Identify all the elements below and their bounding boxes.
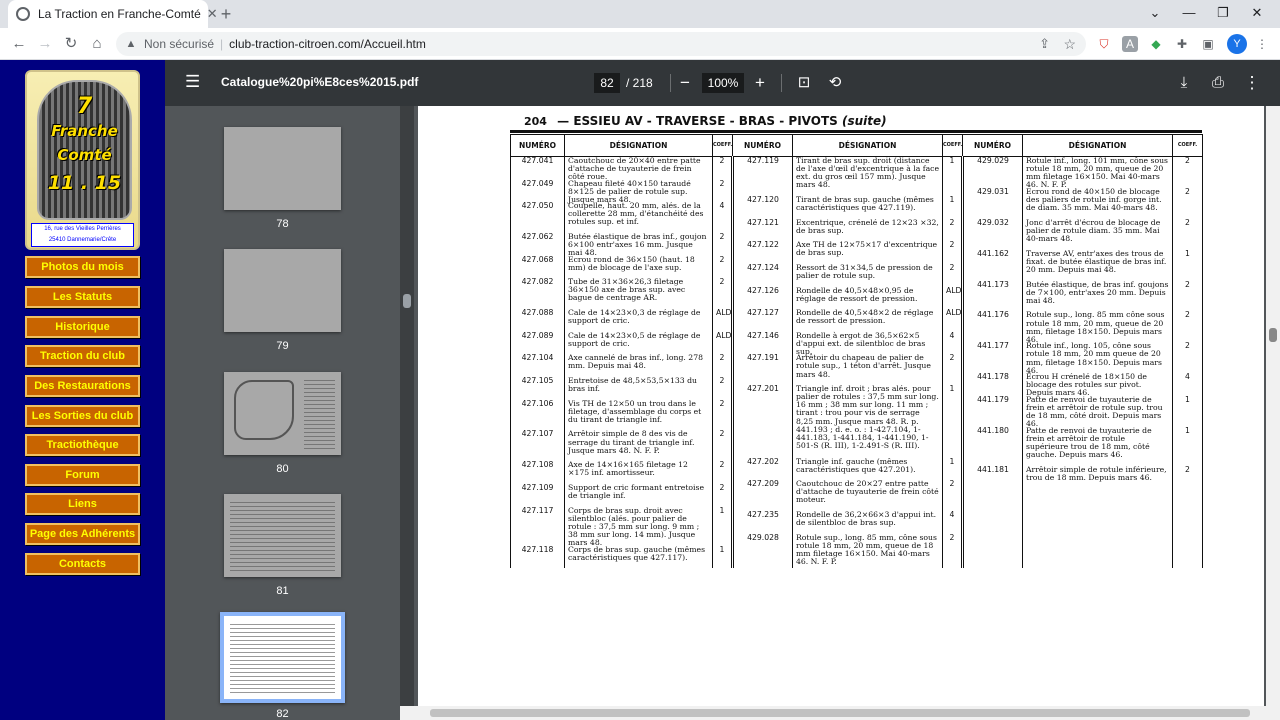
- zoom-level-input[interactable]: 100%: [702, 73, 744, 93]
- entry-coeff: 1: [1185, 248, 1190, 258]
- thumbnail-page[interactable]: [224, 127, 341, 210]
- diagram-preview: [234, 380, 294, 440]
- toolbar-divider: [670, 74, 671, 92]
- thumbnail-page[interactable]: [224, 249, 341, 332]
- entry-number: 427.049: [521, 178, 554, 188]
- entry-designation: Corps de bras sup. droit avec silentbloc (alés. pour palier de rotule : 37,5 mm sur long. 9 mm ; 38 mm sur long. 14 mm). Jusque mars 48.: [568, 505, 700, 547]
- entry-number: 427.209: [747, 479, 779, 489]
- entry-number: 441.178: [977, 372, 1009, 382]
- url-separator: |: [220, 37, 224, 51]
- entry-number: 427.050: [521, 201, 554, 211]
- header-coeff: COEFF.: [943, 135, 963, 157]
- page-heading: [524, 114, 887, 128]
- entry-coeff: 2: [719, 254, 725, 264]
- tab-title: La Traction en Franche-Comté: [38, 7, 201, 21]
- menu-sorties[interactable]: Les Sorties du club: [25, 405, 140, 427]
- scrollbar-thumb[interactable]: [1269, 328, 1277, 342]
- printed-page-number: 204: [524, 115, 547, 128]
- entry-designation: Axe TH de 12×75×17 d'excentrique de bras sup.: [796, 240, 938, 258]
- entry-coeff: 1: [719, 544, 725, 554]
- entry-designation: Caoutchouc de 20×40 entre patte d'attache de tuyauterie de frein côté roue.: [568, 156, 701, 182]
- rotate-icon[interactable]: ⟲: [828, 74, 842, 91]
- text-preview: [230, 502, 335, 571]
- entry-number: 441.162: [977, 248, 1009, 258]
- zoom-in-button[interactable]: +: [755, 73, 765, 92]
- entry-number: 427.089: [521, 330, 554, 340]
- entry-coeff: 2: [719, 277, 725, 287]
- entry-coeff: 1: [949, 195, 955, 205]
- thumbnail-page-selected[interactable]: [220, 612, 345, 703]
- menu-forum[interactable]: Forum: [25, 464, 140, 486]
- entry-coeff: 1: [719, 505, 725, 515]
- scrollbar-thumb[interactable]: [430, 709, 1250, 717]
- entry-coeff: 2: [719, 375, 725, 385]
- entry-designation: Axe de 14×16×165 filetage 12 ×175 inf. amortisseur.: [568, 460, 688, 478]
- entry-number: 427.088: [521, 308, 554, 318]
- menu-adherents[interactable]: Page des Adhérents: [25, 523, 140, 545]
- entry-designation: Tirant de bras sup. droit (distance de l'axe d'œil d'excentrique à la face ext. du gros œil 157 mm). Jusque mars 48.: [796, 156, 940, 190]
- entry-coeff: ALD: [716, 308, 732, 318]
- entry-designation: Caoutchouc de 20×27 entre patte d'attache de tuyauterie de frein côté moteur.: [796, 479, 939, 505]
- entry-designation: Tube de 31×36×26,3 filetage 36×150 axe de bras sup. avec bague de centrage AR.: [568, 277, 686, 303]
- header-designation: DÉSIGNATION: [793, 135, 943, 157]
- entry-designation: Traverse AV, entr'axes des trous de fixat. de butée élastique de bras inf. 20 mm. Depuis mai 48.: [1026, 248, 1167, 274]
- col1-coeffs: [713, 157, 733, 569]
- club-logo[interactable]: [25, 70, 140, 250]
- entry-number: 427.202: [747, 456, 779, 466]
- thumbnail-scrollbar[interactable]: [400, 106, 414, 720]
- entry-coeff: 2: [719, 353, 725, 363]
- pdf-page: [418, 106, 1264, 706]
- catalogue-page: [510, 106, 1202, 706]
- entry-designation: Coupelle, haut. 20 mm, alés. de la collerette 28 mm, d'étanchéité des rotules sup. et inf.: [568, 201, 704, 227]
- entry-number: 427.108: [521, 460, 554, 470]
- side-panel-icon[interactable]: ▣: [1202, 37, 1214, 51]
- col2-coeffs: [943, 157, 963, 569]
- address-toolbar: [0, 28, 1280, 60]
- thumbnail-label: 79: [276, 340, 289, 352]
- parts-table: [510, 134, 1203, 568]
- table-body-row: [511, 157, 1203, 569]
- logo-address-line-2: 25410 Dannemarie/Crête: [48, 237, 117, 243]
- thumbnail-label: 81: [276, 585, 289, 597]
- entry-number: 441.179: [977, 394, 1009, 404]
- entry-number: 427.119: [747, 156, 779, 165]
- entry-coeff: 2: [949, 479, 955, 489]
- entry-coeff: 4: [949, 330, 955, 340]
- logo-address-line-1: 16, rue des Vieilles Perrières: [44, 226, 121, 232]
- col2-numbers: [733, 157, 793, 569]
- header-coeff: COEFF.: [1173, 135, 1203, 157]
- thumbnail-page[interactable]: [224, 372, 341, 455]
- entry-coeff: 2: [1185, 279, 1190, 289]
- entry-designation: Cale de 14×23×0,5 de réglage de support de cric.: [568, 330, 701, 348]
- entry-number: 427.068: [521, 254, 554, 264]
- forward-button[interactable]: →: [37, 35, 53, 52]
- entry-designation: Rotule inf., long. 101 mm, cône sous rotule 18 mm, 20 mm, queue de 20 mm filetage 16×150. Mai 40-mars 46. N. F. P.: [1026, 156, 1168, 190]
- share-icon[interactable]: ⇪: [1039, 36, 1050, 51]
- menu-historique[interactable]: Historique: [25, 316, 140, 338]
- entry-coeff: 2: [949, 262, 955, 272]
- entry-number: 427.062: [521, 232, 554, 242]
- scrollbar-thumb[interactable]: [403, 294, 411, 308]
- entry-designation: Support de cric formant entretoise de triangle inf.: [568, 482, 704, 500]
- logo-model: 11 . 15: [47, 172, 122, 194]
- entry-number: 441.180: [977, 425, 1009, 435]
- entry-designation: Ecrou H crénelé de 18×150 de blocage des rotules sur pivot. Depuis mars 46.: [1026, 372, 1147, 398]
- tab-bar: [0, 0, 1280, 28]
- entry-coeff: 1: [1185, 425, 1190, 435]
- thumbnail-pane: [165, 106, 400, 720]
- header-designation: DÉSIGNATION: [565, 135, 713, 157]
- entry-coeff: 4: [949, 510, 955, 520]
- download-icon[interactable]: ⤓: [1180, 74, 1188, 91]
- entry-designation: Rotule sup., long. 85 mm, cône sous rotule 18 mm, 20 mm, queue de 18 mm filetage 16×150. Mai 40-mars 46. N. F. P.: [796, 532, 937, 566]
- header-numero: NUMÉRO: [733, 135, 793, 157]
- entry-number: 427.126: [747, 285, 779, 295]
- entry-number: 427.120: [747, 195, 779, 205]
- entry-coeff: 2: [1185, 156, 1190, 165]
- tab-search-chevron-icon[interactable]: ⌄: [1149, 5, 1161, 20]
- extensions-puzzle-icon[interactable]: ✚: [1176, 37, 1188, 51]
- entry-designation: Entretoise de 48,5×53,5×133 du bras inf.: [568, 375, 698, 394]
- entry-number: 427.107: [521, 429, 554, 439]
- text-preview: [304, 380, 335, 449]
- entry-designation: Excentrique, crénelé de 12×23 ×32, de bras sup.: [796, 217, 939, 235]
- col3-numbers: [963, 157, 1023, 569]
- entry-number: 427.041: [521, 156, 554, 165]
- entry-designation: Rotule inf., long. 105, cône sous rotule 18 mm, 20 mm queue de 20 mm, filetage 18×150. Depuis mars 46.: [1026, 341, 1162, 375]
- close-window-button[interactable]: ✕: [1251, 5, 1263, 20]
- entry-number: 427.082: [521, 277, 554, 287]
- entry-coeff: 1: [949, 456, 955, 466]
- entry-number: 427.124: [747, 262, 779, 272]
- entry-coeff: 2: [719, 482, 725, 492]
- extension-drive-icon[interactable]: ◆: [1151, 37, 1161, 51]
- entry-designation: Arrêtoir simple de rotule inférieure, trou de 18 mm. Depuis mars 46.: [1026, 464, 1167, 482]
- entry-designation: Cale de 14×23×0,3 de réglage de support de cric.: [568, 308, 701, 326]
- entry-designation: Rondelle à ergot de 36,5×62×5 d'appui ext. de silentbloc de bras sup.: [796, 330, 926, 356]
- section-title-suffix: (suite): [841, 114, 887, 128]
- entry-designation: Axe cannelé de bras inf., long. 278 mm. Depuis mai 48.: [568, 353, 703, 371]
- page-scrollbar[interactable]: [1266, 106, 1280, 720]
- col3-coeffs: [1173, 157, 1203, 569]
- entry-coeff: 2: [719, 398, 725, 408]
- menu-liens[interactable]: Liens: [25, 493, 140, 515]
- entry-number: 427.109: [521, 482, 554, 492]
- entry-number: 429.032: [977, 217, 1009, 227]
- text-preview: [230, 624, 335, 693]
- entry-coeff: 2: [719, 232, 725, 242]
- header-designation: DÉSIGNATION: [1023, 135, 1173, 157]
- entry-coeff: 2: [719, 178, 725, 188]
- entry-number: 427.106: [521, 398, 554, 408]
- entry-designation: Chapeau fileté 40×150 taraudé 8×125 de palier de rotule sup. Jusque mars 48.: [568, 178, 691, 204]
- profile-avatar[interactable]: Y: [1227, 34, 1247, 54]
- col1-numbers: [511, 157, 565, 569]
- menu-tractiotheque[interactable]: Tractiothèque: [25, 434, 140, 456]
- entry-number: 427.122: [747, 240, 779, 250]
- entry-number: 427.146: [747, 330, 779, 340]
- menu-traction-club[interactable]: Traction du club: [25, 345, 140, 367]
- menu-statuts[interactable]: Les Statuts: [25, 286, 140, 308]
- header-coeff: COEFF.: [713, 135, 733, 157]
- entry-number: 441.177: [977, 341, 1009, 351]
- entry-designation: Triangle inf. gauche (mêmes caractéristiques que 427.201).: [796, 456, 916, 474]
- entry-coeff: 1: [949, 156, 955, 165]
- extension-pdf-icon[interactable]: A: [1122, 36, 1138, 52]
- menu-hamburger-icon[interactable]: ☰: [185, 72, 201, 91]
- toolbar-divider: [781, 74, 782, 92]
- entry-designation: Jonc d'arrêt d'écrou de blocage de palier de rotule diam. 35 mm. Mai 40-mars 48.: [1026, 217, 1161, 243]
- globe-icon: [16, 7, 30, 21]
- menu-photos[interactable]: Photos du mois: [25, 256, 140, 278]
- entry-designation: Patte de renvoi de tuyauterie de frein et arrêtoir de rotule supérieure trou de 18 mm, côté gauche. Depuis mars 46.: [1026, 425, 1152, 459]
- entry-coeff: 4: [719, 201, 725, 211]
- close-tab-icon[interactable]: ✕: [206, 6, 218, 21]
- back-button[interactable]: ←: [11, 35, 27, 52]
- table-header-row: [511, 135, 1203, 157]
- extension-shield-icon[interactable]: ⛉: [1099, 37, 1109, 51]
- entry-coeff: 2: [719, 156, 725, 165]
- entry-coeff: 2: [949, 240, 955, 250]
- thumbnail-page[interactable]: [224, 494, 341, 577]
- entry-designation: Rotule sup., long. 85 mm cône sous rotule 18 mm, 20 mm, queue de 20 mm, filetage 18×150. Depuis mars 46.: [1026, 310, 1165, 344]
- entry-coeff: 2: [719, 460, 725, 470]
- horizontal-scrollbar[interactable]: [400, 706, 1266, 720]
- entry-number: 427.118: [521, 544, 554, 554]
- entry-coeff: 2: [1185, 186, 1190, 196]
- fit-page-icon[interactable]: ⊡: [797, 74, 811, 91]
- menu-restaurations[interactable]: Des Restaurations: [25, 375, 140, 397]
- page-number-input[interactable]: 82: [594, 73, 620, 93]
- entry-designation: Arrêtoir simple de 8 des vis de serrage du tirant de triangle inf. Jusque mars 48. N. F. P.: [568, 429, 695, 455]
- pdf-more-icon[interactable]: ⋮: [1243, 73, 1261, 92]
- entry-number: 427.104: [521, 353, 554, 363]
- entry-designation: Triangle inf. droit ; bras alés. pour palier de rotules : 37,5 mm sur long. 16 mm ; 38 mm sur long. 11 mm ; tirant : trou pour vis de serrage 8,25 mm. Jusque mars 48. R. p. 441.193 ; d. e. o. : 1-427.104, 1-441.183, 1-441.184, 1-441.190, 1-501-S (R. III), 1-2.491-S (R. III).: [796, 384, 939, 450]
- entry-number: 441.173: [977, 279, 1009, 289]
- header-numero: NUMÉRO: [511, 135, 565, 157]
- maximize-button[interactable]: ❐: [1217, 5, 1229, 20]
- heading-rule: [510, 130, 1202, 133]
- warning-icon: ▲: [125, 38, 137, 50]
- entry-number: 427.105: [521, 375, 554, 385]
- browser-tab[interactable]: [8, 0, 218, 28]
- entry-number: 427.201: [747, 384, 779, 394]
- entry-designation: Vis TH de 12×50 un trou dans le filetage, d'assemblage du corps et du tirant de triangle inf.: [568, 398, 702, 424]
- entry-designation: Rondelle de 40,5×48×2 de réglage de ressort de pression.: [796, 308, 934, 326]
- page-total: / 218: [626, 76, 653, 90]
- entry-designation: Rondelle de 40,5×48×0,95 de réglage de ressort de pression.: [796, 285, 918, 303]
- pdf-toolbar: [165, 60, 1280, 106]
- thumbnail-label: 80: [276, 463, 289, 475]
- new-tab-button[interactable]: +: [220, 4, 232, 24]
- entry-coeff: ALD: [716, 330, 732, 340]
- entry-coeff: 2: [949, 532, 955, 542]
- entry-coeff: 2: [1185, 217, 1190, 227]
- entry-number: 427.235: [747, 510, 779, 520]
- zoom-out-button[interactable]: −: [680, 73, 690, 92]
- entry-number: 429.028: [747, 532, 779, 542]
- url-text[interactable]: club-traction-citroen.com/Accueil.htm: [229, 37, 426, 51]
- entry-designation: Corps de bras sup. gauche (mêmes caractéristiques que 427.117).: [568, 544, 706, 562]
- entry-coeff: 1: [949, 384, 955, 394]
- logo-address: [31, 223, 134, 247]
- home-button[interactable]: ⌂: [92, 35, 102, 52]
- entry-designation: Rondelle de 36,2×66×3 d'appui int. de silentbloc de bras sup.: [796, 510, 937, 528]
- entry-number: 427.117: [521, 505, 554, 515]
- entry-coeff: 2: [719, 429, 725, 439]
- entry-coeff: 2: [1185, 310, 1190, 320]
- reload-button[interactable]: ↻: [64, 35, 78, 52]
- pdf-filename: Catalogue%20pi%E8ces%2015.pdf: [221, 75, 419, 89]
- entry-designation: Butée élastique, de bras inf. goujons de 7×100, entr'axes 20 mm. Depuis mai 48.: [1026, 279, 1169, 305]
- minimize-button[interactable]: —: [1182, 5, 1196, 20]
- print-icon[interactable]: ⎙: [1211, 74, 1224, 91]
- col2-designations: [793, 157, 943, 569]
- entry-coeff: 1: [1185, 394, 1190, 404]
- thumbnail-label: 82: [276, 708, 289, 720]
- bookmark-star-icon[interactable]: ☆: [1063, 36, 1076, 52]
- entry-number: 427.191: [747, 353, 779, 363]
- col1-designations: [565, 157, 713, 569]
- logo-word-2: Comté: [57, 146, 112, 164]
- entry-coeff: ALD: [946, 308, 962, 318]
- security-status[interactable]: Non sécurisé: [144, 37, 215, 51]
- entry-designation: Arrêtoir du chapeau de palier de rotule sup., 1 téton d'arrêt. Jusque mars 48.: [796, 353, 931, 379]
- entry-designation: Ecrou rond de 36×150 (haut. 18 mm) de blocage de l'axe sup.: [568, 254, 695, 272]
- entry-coeff: 2: [949, 353, 955, 363]
- entry-designation: Ecrou rond de 40×150 de blocage des paliers de rotule inf. gorge int. de diam. 35 mm. Mai 40-mars 48.: [1026, 186, 1162, 213]
- header-numero: NUMÉRO: [963, 135, 1023, 157]
- entry-designation: Butée élastique de bras inf., goujon 6×100 entr'axes 16 mm. Jusque mai 48.: [568, 232, 707, 258]
- entry-number: 427.127: [747, 308, 779, 318]
- entry-designation: Tirant de bras sup. gauche (mêmes caractéristiques que 427.119).: [796, 195, 934, 213]
- entry-number: 441.181: [977, 464, 1009, 474]
- entry-number: 441.176: [977, 310, 1009, 320]
- omnibox[interactable]: [116, 32, 1086, 56]
- section-title: — ESSIEU AV - TRAVERSE - BRAS - PIVOTS: [557, 114, 838, 128]
- more-menu-icon[interactable]: ⋮: [1256, 37, 1268, 51]
- entry-coeff: 4: [1185, 372, 1190, 382]
- entry-number: 429.031: [977, 186, 1009, 196]
- menu-contacts[interactable]: Contacts: [25, 553, 140, 575]
- thumbnail-label: 78: [276, 218, 289, 230]
- entry-number: 427.121: [747, 217, 779, 227]
- logo-word-1: Franche: [51, 122, 118, 140]
- entry-designation: Ressort de 31×34,5 de pression de palier de rotule sup.: [796, 262, 933, 281]
- entry-coeff: ALD: [946, 285, 962, 295]
- logo-number: 7: [76, 94, 93, 119]
- col3-designations: [1023, 157, 1173, 569]
- entry-designation: Patte de renvoi de tuyauterie de frein et arrêtoir de rotule sup. trou de 18 mm, côté droit. Depuis mars 46.: [1026, 394, 1163, 429]
- entry-number: 429.029: [977, 156, 1009, 165]
- entry-coeff: 2: [1185, 464, 1190, 474]
- entry-coeff: 2: [1185, 341, 1190, 351]
- entry-coeff: 2: [949, 217, 955, 227]
